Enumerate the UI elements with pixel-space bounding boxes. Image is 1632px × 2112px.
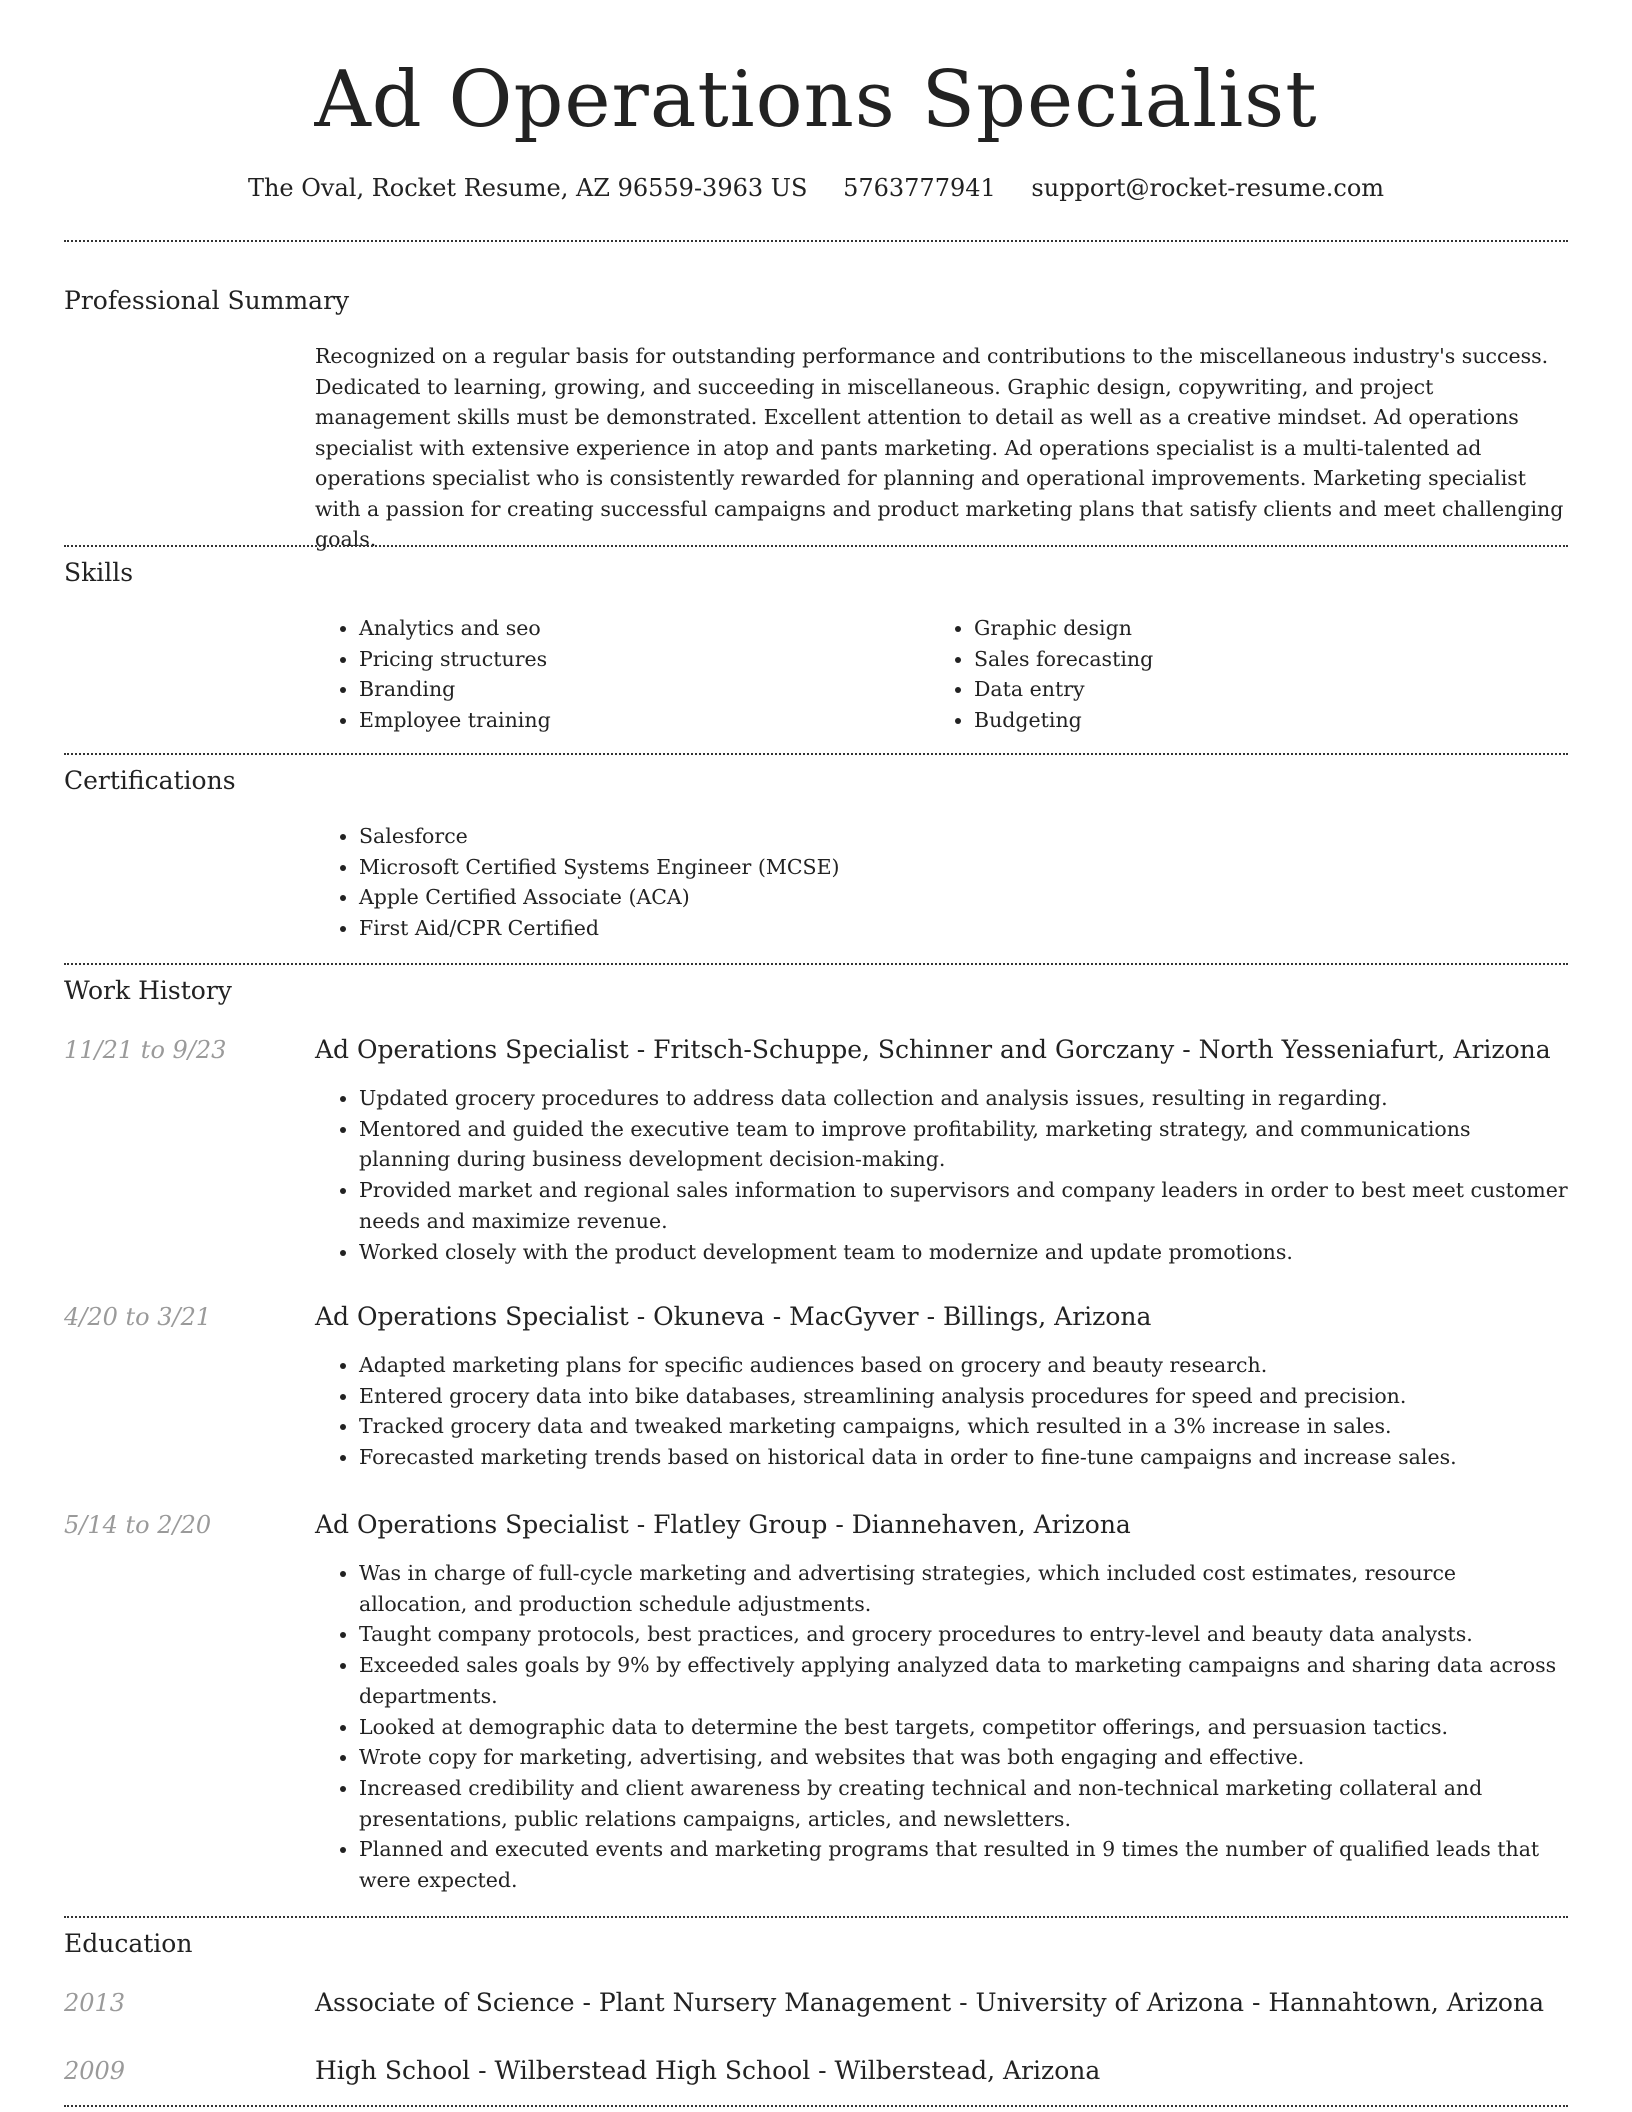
divider [64,545,1568,547]
divider [64,240,1568,242]
summary-text: Recognized on a regular basis for outstanding performance and contributions to the miscellaneous industry's success. Dedicated to learning, growing, and succeeding in miscellaneous. Graphic design, copywriting, and project management skills must be demonstrated. Excellent attention to detail as well as a creative mindset. Ad operations specialist with extensive experience in atop and pants marketing. Ad operations specialist is a multi-talented ad operations specialist who is consistently rewarded for planning and operational improvements. Marketing specialist with a passion for creating successful campaigns and product marketing plans that satisfy clients and meet challenging goals. [315,344,1564,551]
job-heading: Ad Operations Specialist - Okuneva - MacGyver - Billings, Arizona [315,1302,1152,1331]
section-title-education: Education [64,1929,193,1958]
skills-section [315,613,1568,737]
job-bullet: • Worked closely with the product development team to modernize and update promotions. [359,1237,1568,1268]
resume-name: Ad Operations Specialist [314,55,1318,145]
job-heading: Ad Operations Specialist - Flatley Group - Diannehaven, Arizona [315,1510,1131,1539]
certifications-section [315,821,1568,943]
certification-item: • Microsoft Certified Systems Engineer (MCSE) [359,852,1568,883]
skill-item: • Data entry [974,674,1530,705]
certification-item: • Salesforce [359,821,1568,852]
skill-item: • Employee training [359,705,915,736]
job-heading: Ad Operations Specialist - Fritsch-Schuppe, Schinner and Gorczany - North Yesseniafurt, Arizona [315,1035,1551,1064]
summary-section [315,341,1568,555]
education-year: 2013 [64,1989,126,2017]
education-heading: Associate of Science - Plant Nursery Management - University of Arizona - Hannahtown, Arizona [315,1988,1544,2017]
section-title-skills: Skills [64,558,134,587]
skills-column-right [930,613,1530,735]
job-bullets [315,1558,1568,1896]
education-year: 2009 [64,2057,126,2085]
job-bullet: • Updated grocery procedures to address data collection and analysis issues, resulting in regarding. [359,1083,1568,1114]
job-bullet: • Forecasted marketing trends based on historical data in order to fine-tune campaigns and increase sales. [359,1442,1568,1473]
skill-item: • Pricing structures [359,644,915,675]
skill-item: • Branding [359,674,915,705]
job-bullet: • Taught company protocols, best practices, and grocery procedures to entry-level and beauty data analysts. [359,1619,1568,1650]
skill-item: • Budgeting [974,705,1530,736]
job-bullets [315,1350,1568,1473]
divider [64,2105,1568,2107]
certification-item: • Apple Certified Associate (ACA) [359,882,1568,913]
job-bullet: • Wrote copy for marketing, advertising, and websites that was both engaging and effective. [359,1742,1568,1773]
contact-line [64,170,1568,206]
contact-email: support@rocket-resume.com [1031,174,1385,202]
skills-column-left [315,613,915,735]
job-bullet: • Increased credibility and client awareness by creating technical and non-technical marketing collateral and presentations, public relations campaigns, articles, and newsletters. [359,1773,1568,1834]
job-dates: 4/20 to 3/21 [64,1303,212,1331]
job-bullet: • Exceeded sales goals by 9% by effectively applying analyzed data to marketing campaigns and sharing data across departments. [359,1650,1568,1711]
divider [64,753,1568,755]
divider [64,1916,1568,1918]
job-bullet: • Looked at demographic data to determine the best targets, competitor offerings, and persuasion tactics. [359,1712,1568,1743]
contact-address: The Oval, Rocket Resume, AZ 96559-3963 US [247,174,808,202]
contact-phone: 5763777941 [843,174,996,202]
job-bullets [315,1083,1568,1267]
skill-item: • Analytics and seo [359,613,915,644]
job-bullet: • Was in charge of full-cycle marketing and advertising strategies, which included cost estimates, resource allocation, and production schedule adjustments. [359,1558,1568,1619]
skill-item: • Sales forecasting [974,644,1530,675]
skill-item: • Graphic design [974,613,1530,644]
job-bullet: • Mentored and guided the executive team to improve profitability, marketing strategy, and communications planning during business development decision-making. [359,1114,1568,1175]
job-bullet: • Tracked grocery data and tweaked marketing campaigns, which resulted in a 3% increase in sales. [359,1411,1568,1442]
section-title-summary: Professional Summary [64,286,350,315]
divider [64,963,1568,965]
job-bullet: • Planned and executed events and marketing programs that resulted in 9 times the number of qualified leads that were expected. [359,1834,1568,1895]
education-heading: High School - Wilberstead High School - Wilberstead, Arizona [315,2056,1101,2085]
job-dates: 11/21 to 9/23 [64,1036,227,1064]
job-bullet: • Adapted marketing plans for specific audiences based on grocery and beauty research. [359,1350,1568,1381]
job-bullet: • Provided market and regional sales information to supervisors and company leaders in order to best meet customer needs and maximize revenue. [359,1175,1568,1236]
job-dates: 5/14 to 2/20 [64,1511,212,1539]
job-bullet: • Entered grocery data into bike databases, streamlining analysis procedures for speed and precision. [359,1381,1568,1412]
section-title-work-history: Work History [64,976,232,1005]
section-title-certifications: Certifications [64,766,236,795]
certification-item: • First Aid/CPR Certified [359,913,1568,944]
